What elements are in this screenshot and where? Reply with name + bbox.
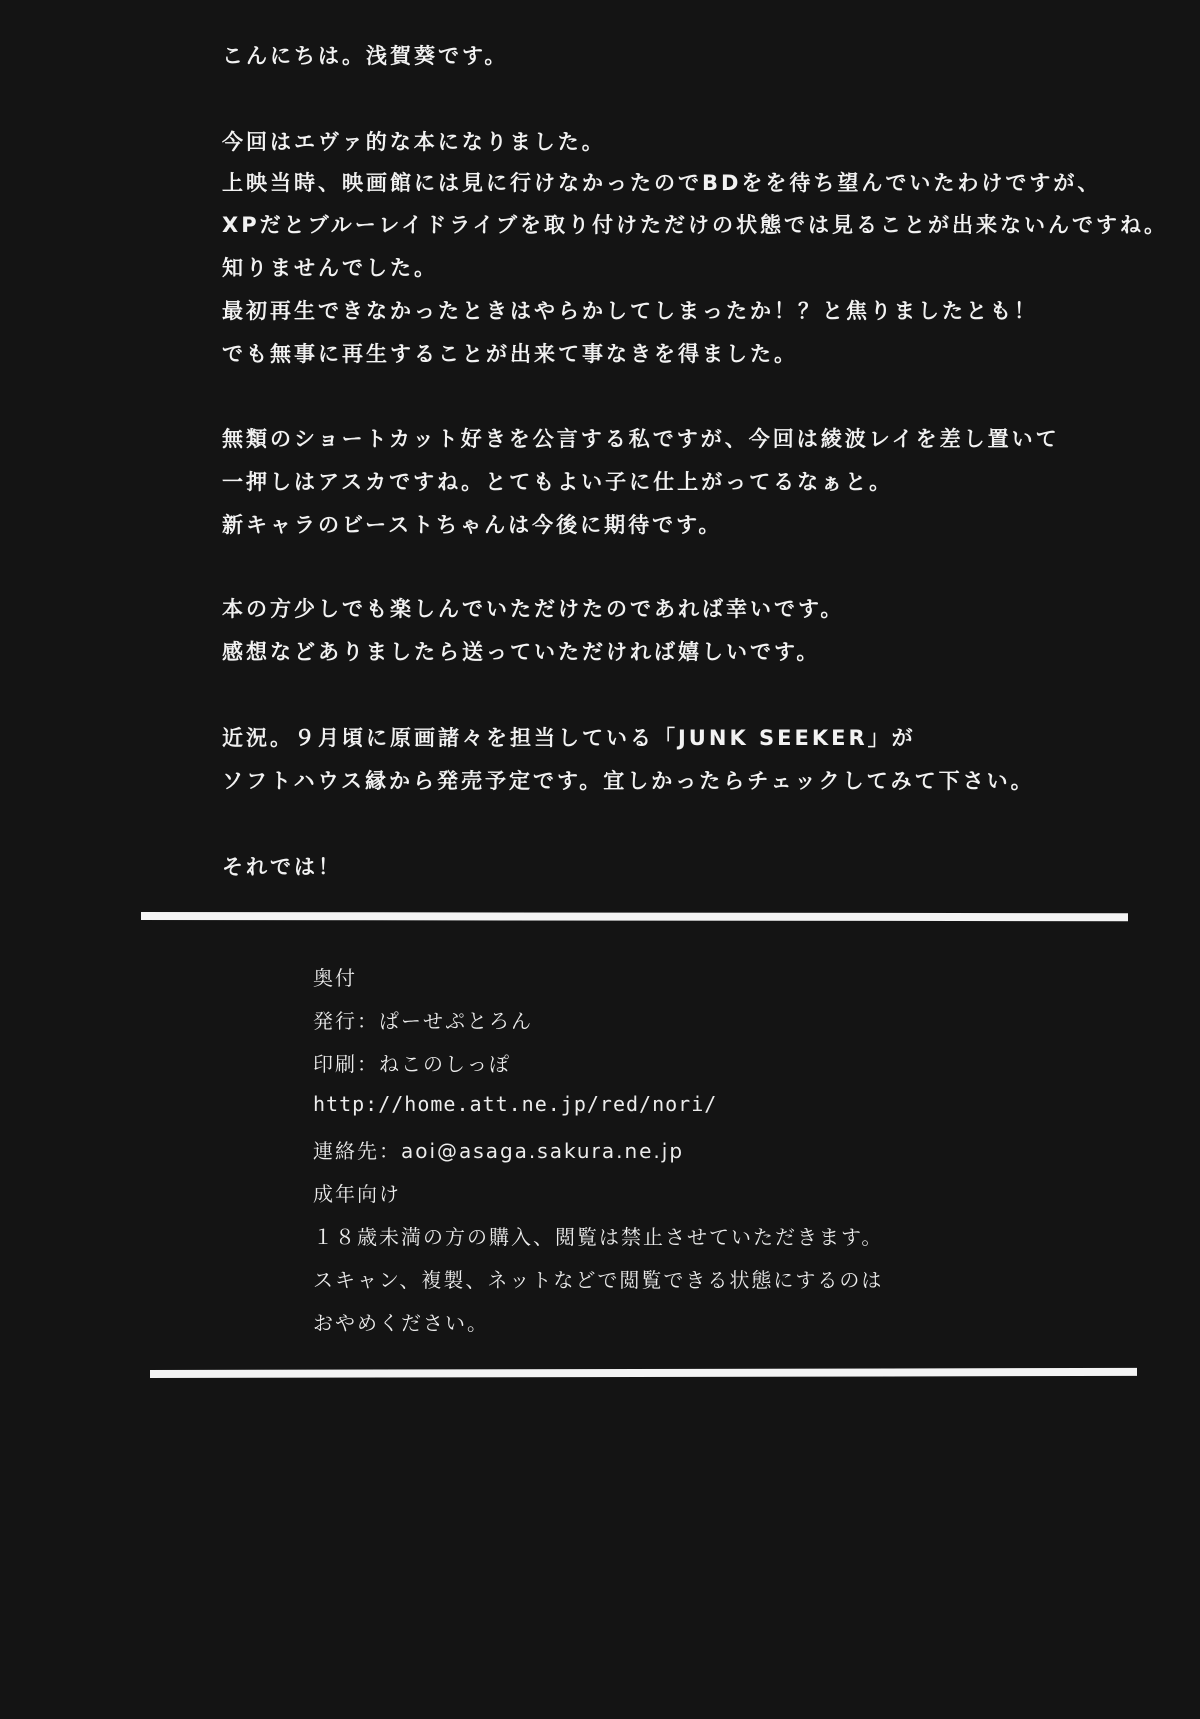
colophon-contact: 連絡先：aoi@asaga.sakura.ne.jp <box>313 1139 685 1163</box>
afterword-line: 今回はエヴァ的な本になりました。 <box>222 130 606 154</box>
afterword-line: 新キャラのビーストちゃんは今後に期待です。 <box>222 513 723 537</box>
afterword-line: それでは！ <box>222 855 342 879</box>
afterword-line: 最初再生できなかったときはやらかしてしまったか！？と焦りましたとも！ <box>222 299 1038 323</box>
divider-top <box>141 912 1128 921</box>
afterword-line: 一押しはアスカですね。とてもよい子に仕上がってるなぁと。 <box>222 470 894 494</box>
afterword-line: 感想などありましたら送っていただければ嬉しいです。 <box>222 640 821 664</box>
afterword-line: 知りませんでした。 <box>222 256 438 280</box>
colophon-publisher: 発行：ぱーせぷとろん <box>313 1009 533 1033</box>
afterword-line: 本の方少しでも楽しんでいただけたのであれば幸いです。 <box>222 597 845 621</box>
afterword-line: ソフトハウス縁から発売予定です。宜しかったらチェックしてみて下さい。 <box>222 769 1035 793</box>
colophon-title: 奥付 <box>313 966 357 990</box>
colophon-notice: スキャン、複製、ネットなどで閲覧できる状態にするのは <box>313 1268 884 1292</box>
colophon-url: http://home.att.ne.jp/red/nori/ <box>313 1092 718 1116</box>
colophon-printer: 印刷：ねこのしっぽ <box>313 1052 511 1076</box>
afterword-line: こんにちは。浅賀葵です。 <box>222 44 509 68</box>
afterword-line: でも無事に再生することが出来て事なきを得ました。 <box>222 342 798 366</box>
afterword-line: 近況。９月頃に原画諸々を担当している「JUNK SEEKER」が <box>222 726 916 750</box>
afterword-line: XPだとブルーレイドライブを取り付けただけの状態では見ることが出来ないんですね。 <box>222 213 1169 237</box>
divider-bottom <box>150 1368 1137 1378</box>
colophon-rating: 成年向け <box>313 1182 401 1206</box>
colophon-notice: おやめください。 <box>313 1311 489 1335</box>
colophon-notice: １８歳未満の方の購入、閲覧は禁止させていただきます。 <box>313 1225 884 1249</box>
afterword-line: 無類のショートカット好きを公言する私ですが、今回は綾波レイを差し置いて <box>222 427 1060 451</box>
afterword-line: 上映当時、映画館には見に行けなかったのでBDをを待ち望んでいたわけですが、 <box>222 171 1102 195</box>
